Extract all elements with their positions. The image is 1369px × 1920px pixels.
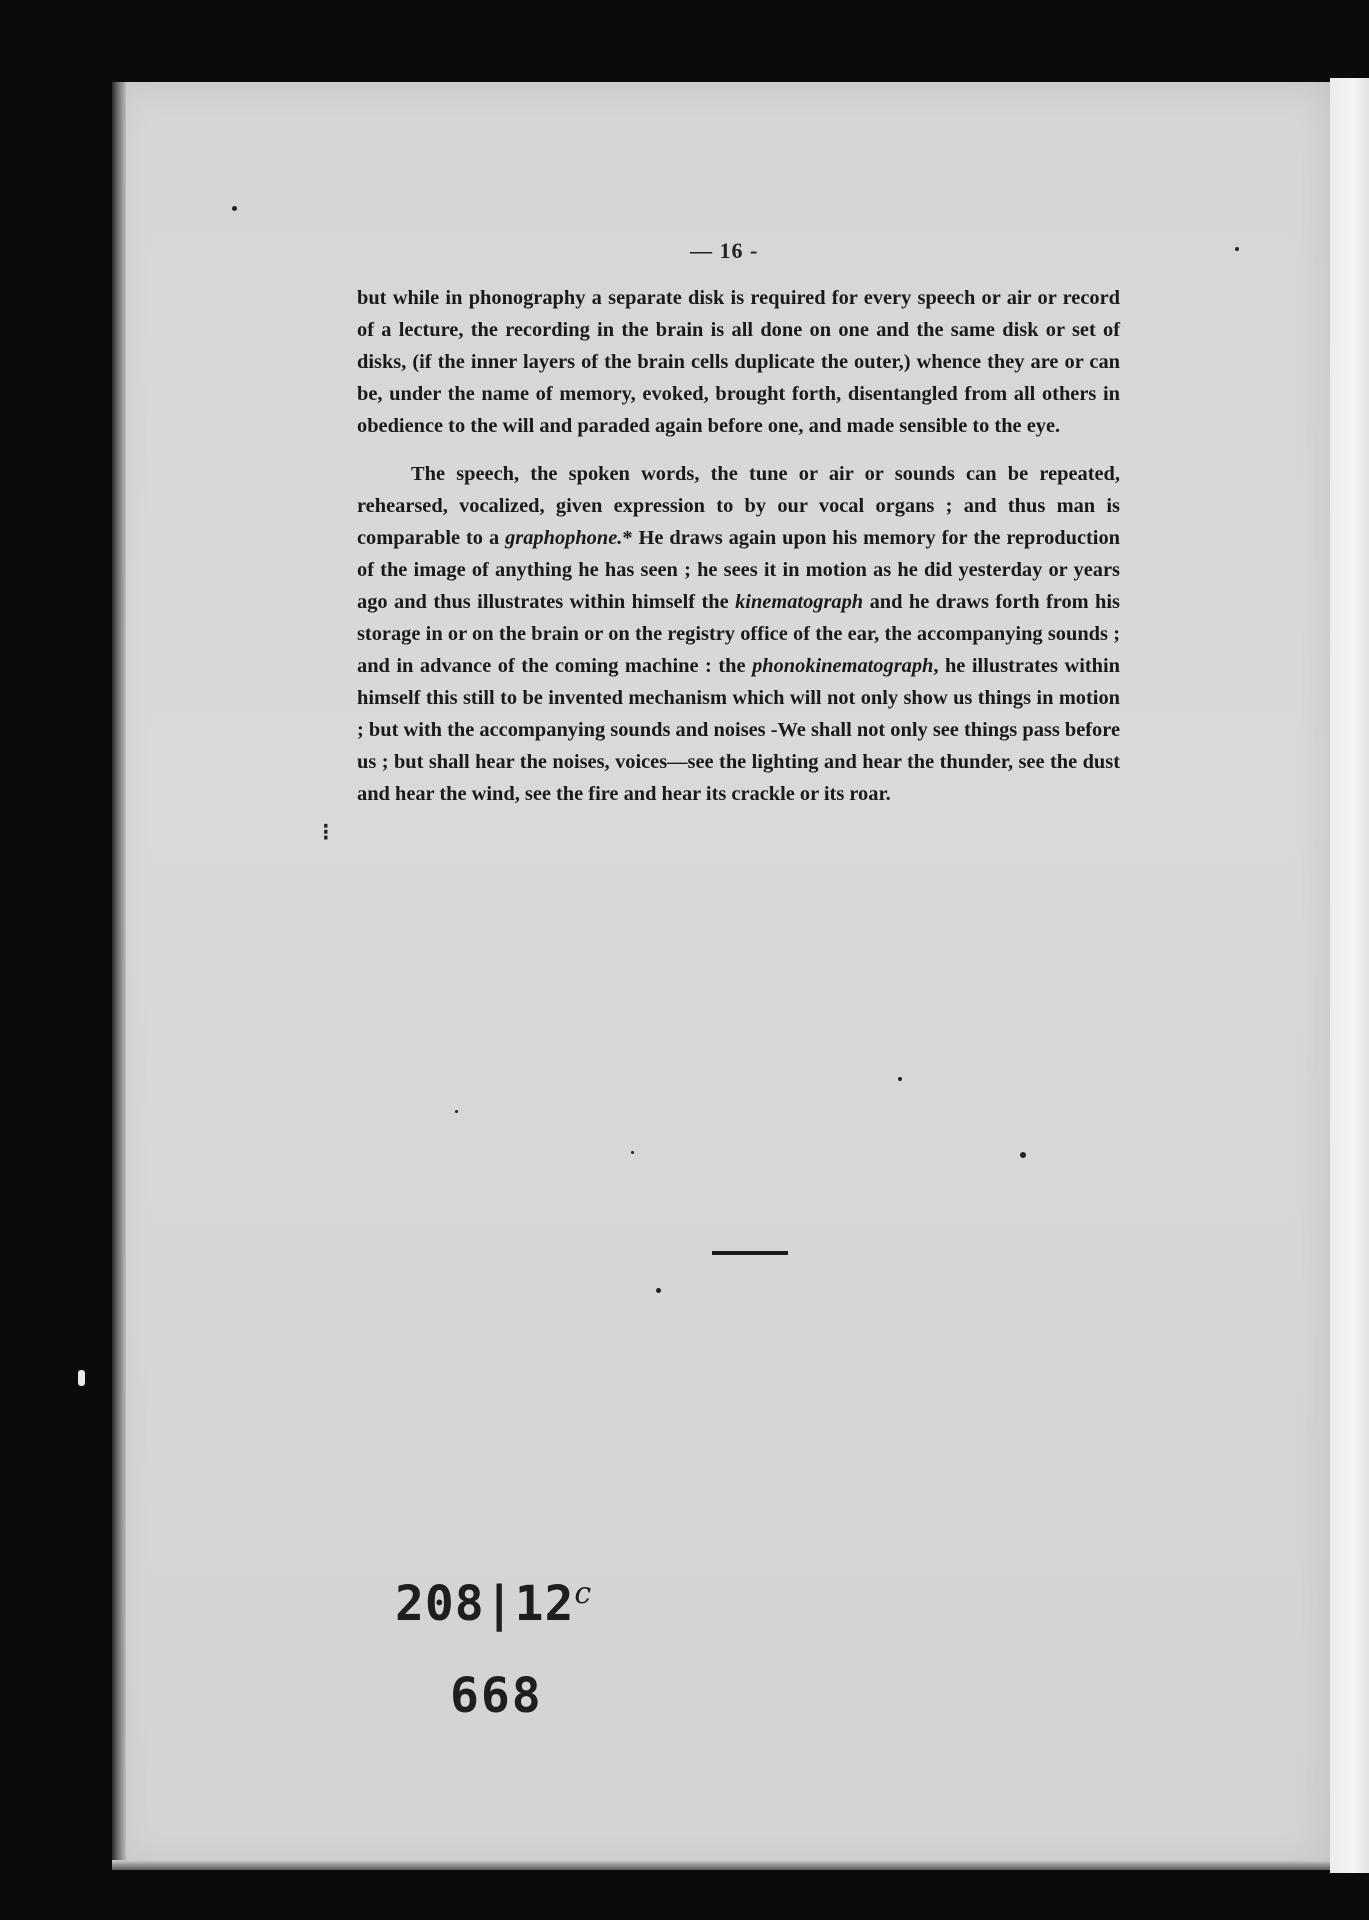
text-run: , he illustrates within himself this still to be invented mechanism which will not only show us things in motion ; but with the accompanying sounds and noises -We shall not only see things pass before us ; but shall hear the noises, voices—see the lighting and hear the thunder, see the dust and hear the wind, see the fire and hear its crackle or its roar.: [357, 655, 1120, 805]
call-number-superscript: c: [574, 1576, 593, 1611]
end-rule: [712, 1251, 788, 1255]
paragraph-1: [357, 282, 1120, 442]
dust-speck: [1020, 1152, 1026, 1158]
italic-term: graphophone.: [505, 527, 623, 549]
text-run: * He draws again upon his memory for the reproduction of the image of anything he has seen ; he sees it in motion as he did yesterday or years ago and thus illustrates within himself the: [357, 527, 1120, 613]
adjacent-page-strip: [1330, 78, 1369, 1873]
body-text: [357, 282, 1120, 810]
text-run: The speech, the spoken words, the tune or air or sounds can be repeated, rehearsed, vocalized, given expression to by our vocal organs ; and thus man is comparable to a: [357, 463, 1120, 549]
dust-speck: [455, 1110, 458, 1113]
italic-term: phonokinematograph: [752, 655, 934, 677]
call-number-line-1: [395, 1576, 592, 1632]
dust-speck: [656, 1288, 661, 1293]
text-run: but while in phonography a separate disk is required for every speech or air or record of a lecture, the recording in the brain is all done on one and the same disk or set of disks, (if the inner layers of the brain cells duplicate the outer,) whence they are or can be, under the name of memory, evoked, brought forth, disentangled from all others in obedience to the will and paraded again before one, and made sensible to the eye.: [357, 287, 1120, 437]
dust-speck: [631, 1151, 634, 1154]
dust-speck: [232, 206, 237, 211]
call-number-line-2: 668: [450, 1668, 543, 1724]
page-number: — 16 -: [690, 238, 759, 263]
dust-speck: [1235, 247, 1239, 251]
text-run: and he draws forth from his storage in or on the brain or on the registry office of the ear, the accompanying sounds ; and in advance of the coming machine : the: [357, 591, 1120, 677]
page-bottom-edge: [112, 1860, 1330, 1870]
dust-speck: [78, 1370, 85, 1386]
italic-term: kinematograph: [735, 591, 864, 613]
margin-mark: ⁝: [322, 820, 330, 846]
page-left-edge: [112, 82, 126, 1870]
dust-speck: [898, 1077, 902, 1081]
call-number-main: 208|12: [395, 1576, 575, 1632]
paragraph-2: [357, 458, 1120, 810]
